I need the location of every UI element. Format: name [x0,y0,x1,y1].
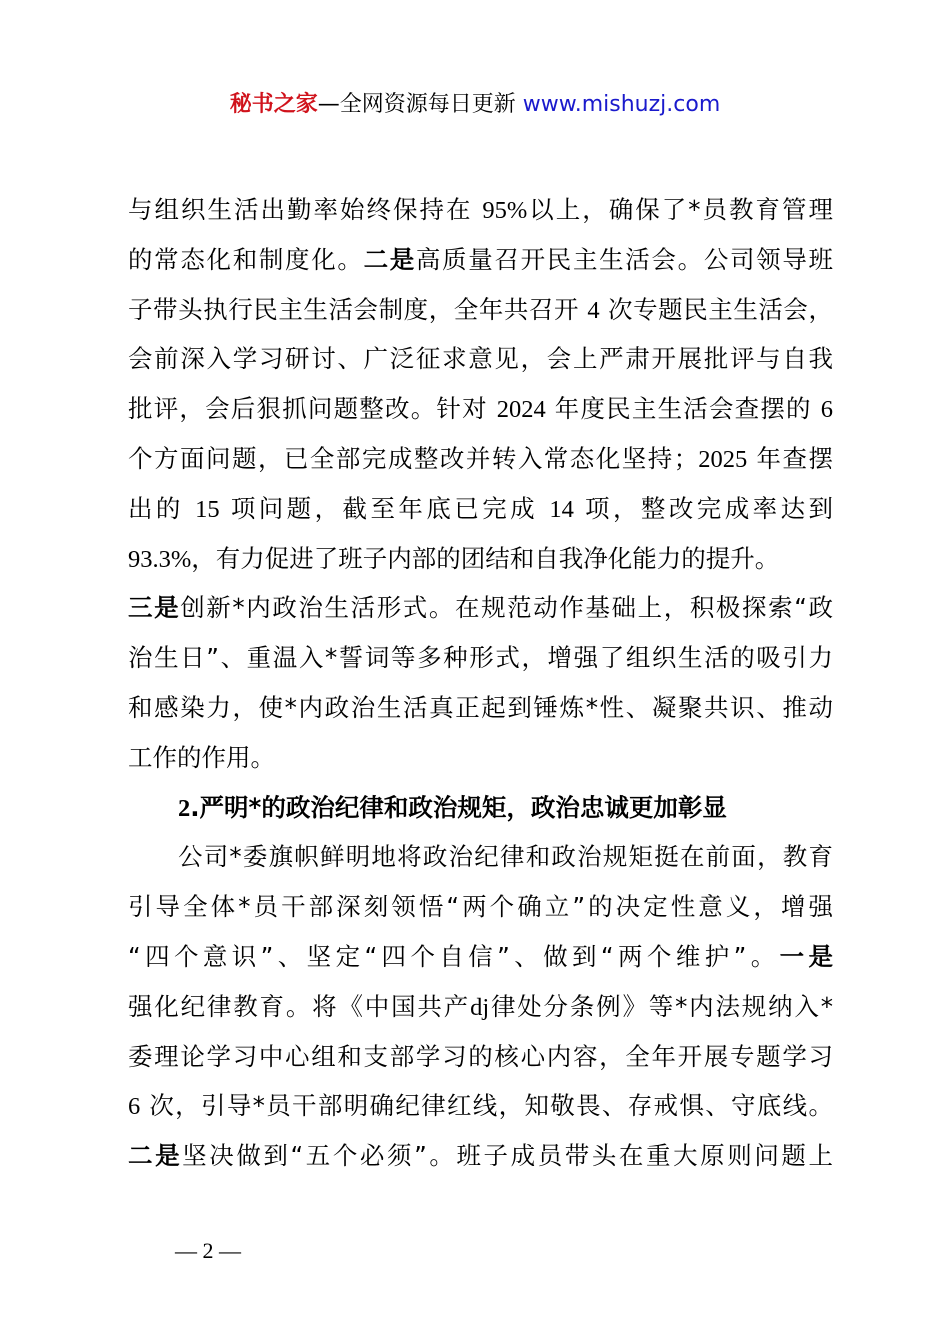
page-number: — 2 — [175,1238,241,1263]
paragraph-line: 三是创新*内政治生活形式。在规范动作基础上，积极探索“政 [128,593,833,623]
paragraph-line: 批评，会后狠抓问题整改。针对 2024 年度民主生活会查摆的 6 [128,394,833,424]
paragraph-line: 引导全体*员干部深刻领悟“两个确立”的决定性意义，增强 [128,892,833,922]
paragraph-line: 的常态化和制度化。二是高质量召开民主生活会。公司领导班 [128,244,833,274]
paragraph-line: 93.3%，有力促进了班子内部的团结和自我净化能力的提升。 [128,543,780,573]
paragraph-line: 出的 15 项问题，截至年底已完成 14 项，整改完成率达到 [128,493,833,523]
paragraph-line: 子带头执行民主生活会制度，全年共召开 4 次专题民主生活会， [128,294,833,324]
document-body [128,185,833,1181]
paragraph-line: 委理论学习中心组和支部学习的核心内容，全年开展专题学习 [128,1041,833,1071]
paragraph-line: 工作的作用。 [128,742,275,772]
site-header [0,90,950,120]
site-url-link[interactable]: www.mishuzj.com [522,92,721,117]
brand-name: 秘书之家 [229,92,318,117]
paragraph-line: 和感染力，使*内政治生活真正起到锤炼*性、凝聚共识、推动 [128,692,833,722]
paragraph-line: 强化纪律教育。将《中国共产dj律处分条例》等*内法规纳入* [128,991,833,1021]
paragraph-line: 6 次，引导*员干部明确纪律红线，知敬畏、存戒惧、守底线。 [128,1091,833,1121]
paragraph-line: 二是坚决做到“五个必须”。班子成员带头在重大原则问题上 [128,1141,833,1171]
paragraph-line: 治生日”、重温入*誓词等多种形式，增强了组织生活的吸引力 [128,643,833,673]
paragraph-line: 个方面问题，已全部完成整改并转入常态化坚持；2025 年查摆 [128,443,833,473]
paragraph-line: “四个意识”、坚定“四个自信”、做到“两个维护”。一是 [128,941,833,971]
paragraph-line: 公司*委旗帜鲜明地将政治纪律和政治规矩挺在前面，教育 [178,842,833,872]
header-tagline: —全网资源每日更新 [317,92,523,117]
section-heading: 2.严明*的政治纪律和政治规矩，政治忠诚更加彰显 [178,792,727,822]
paragraph-line: 与组织生活出勤率始终保持在 95%以上，确保了*员教育管理 [128,195,833,224]
paragraph-line: 会前深入学习研讨、广泛征求意见，会上严肃开展批评与自我 [128,344,833,374]
